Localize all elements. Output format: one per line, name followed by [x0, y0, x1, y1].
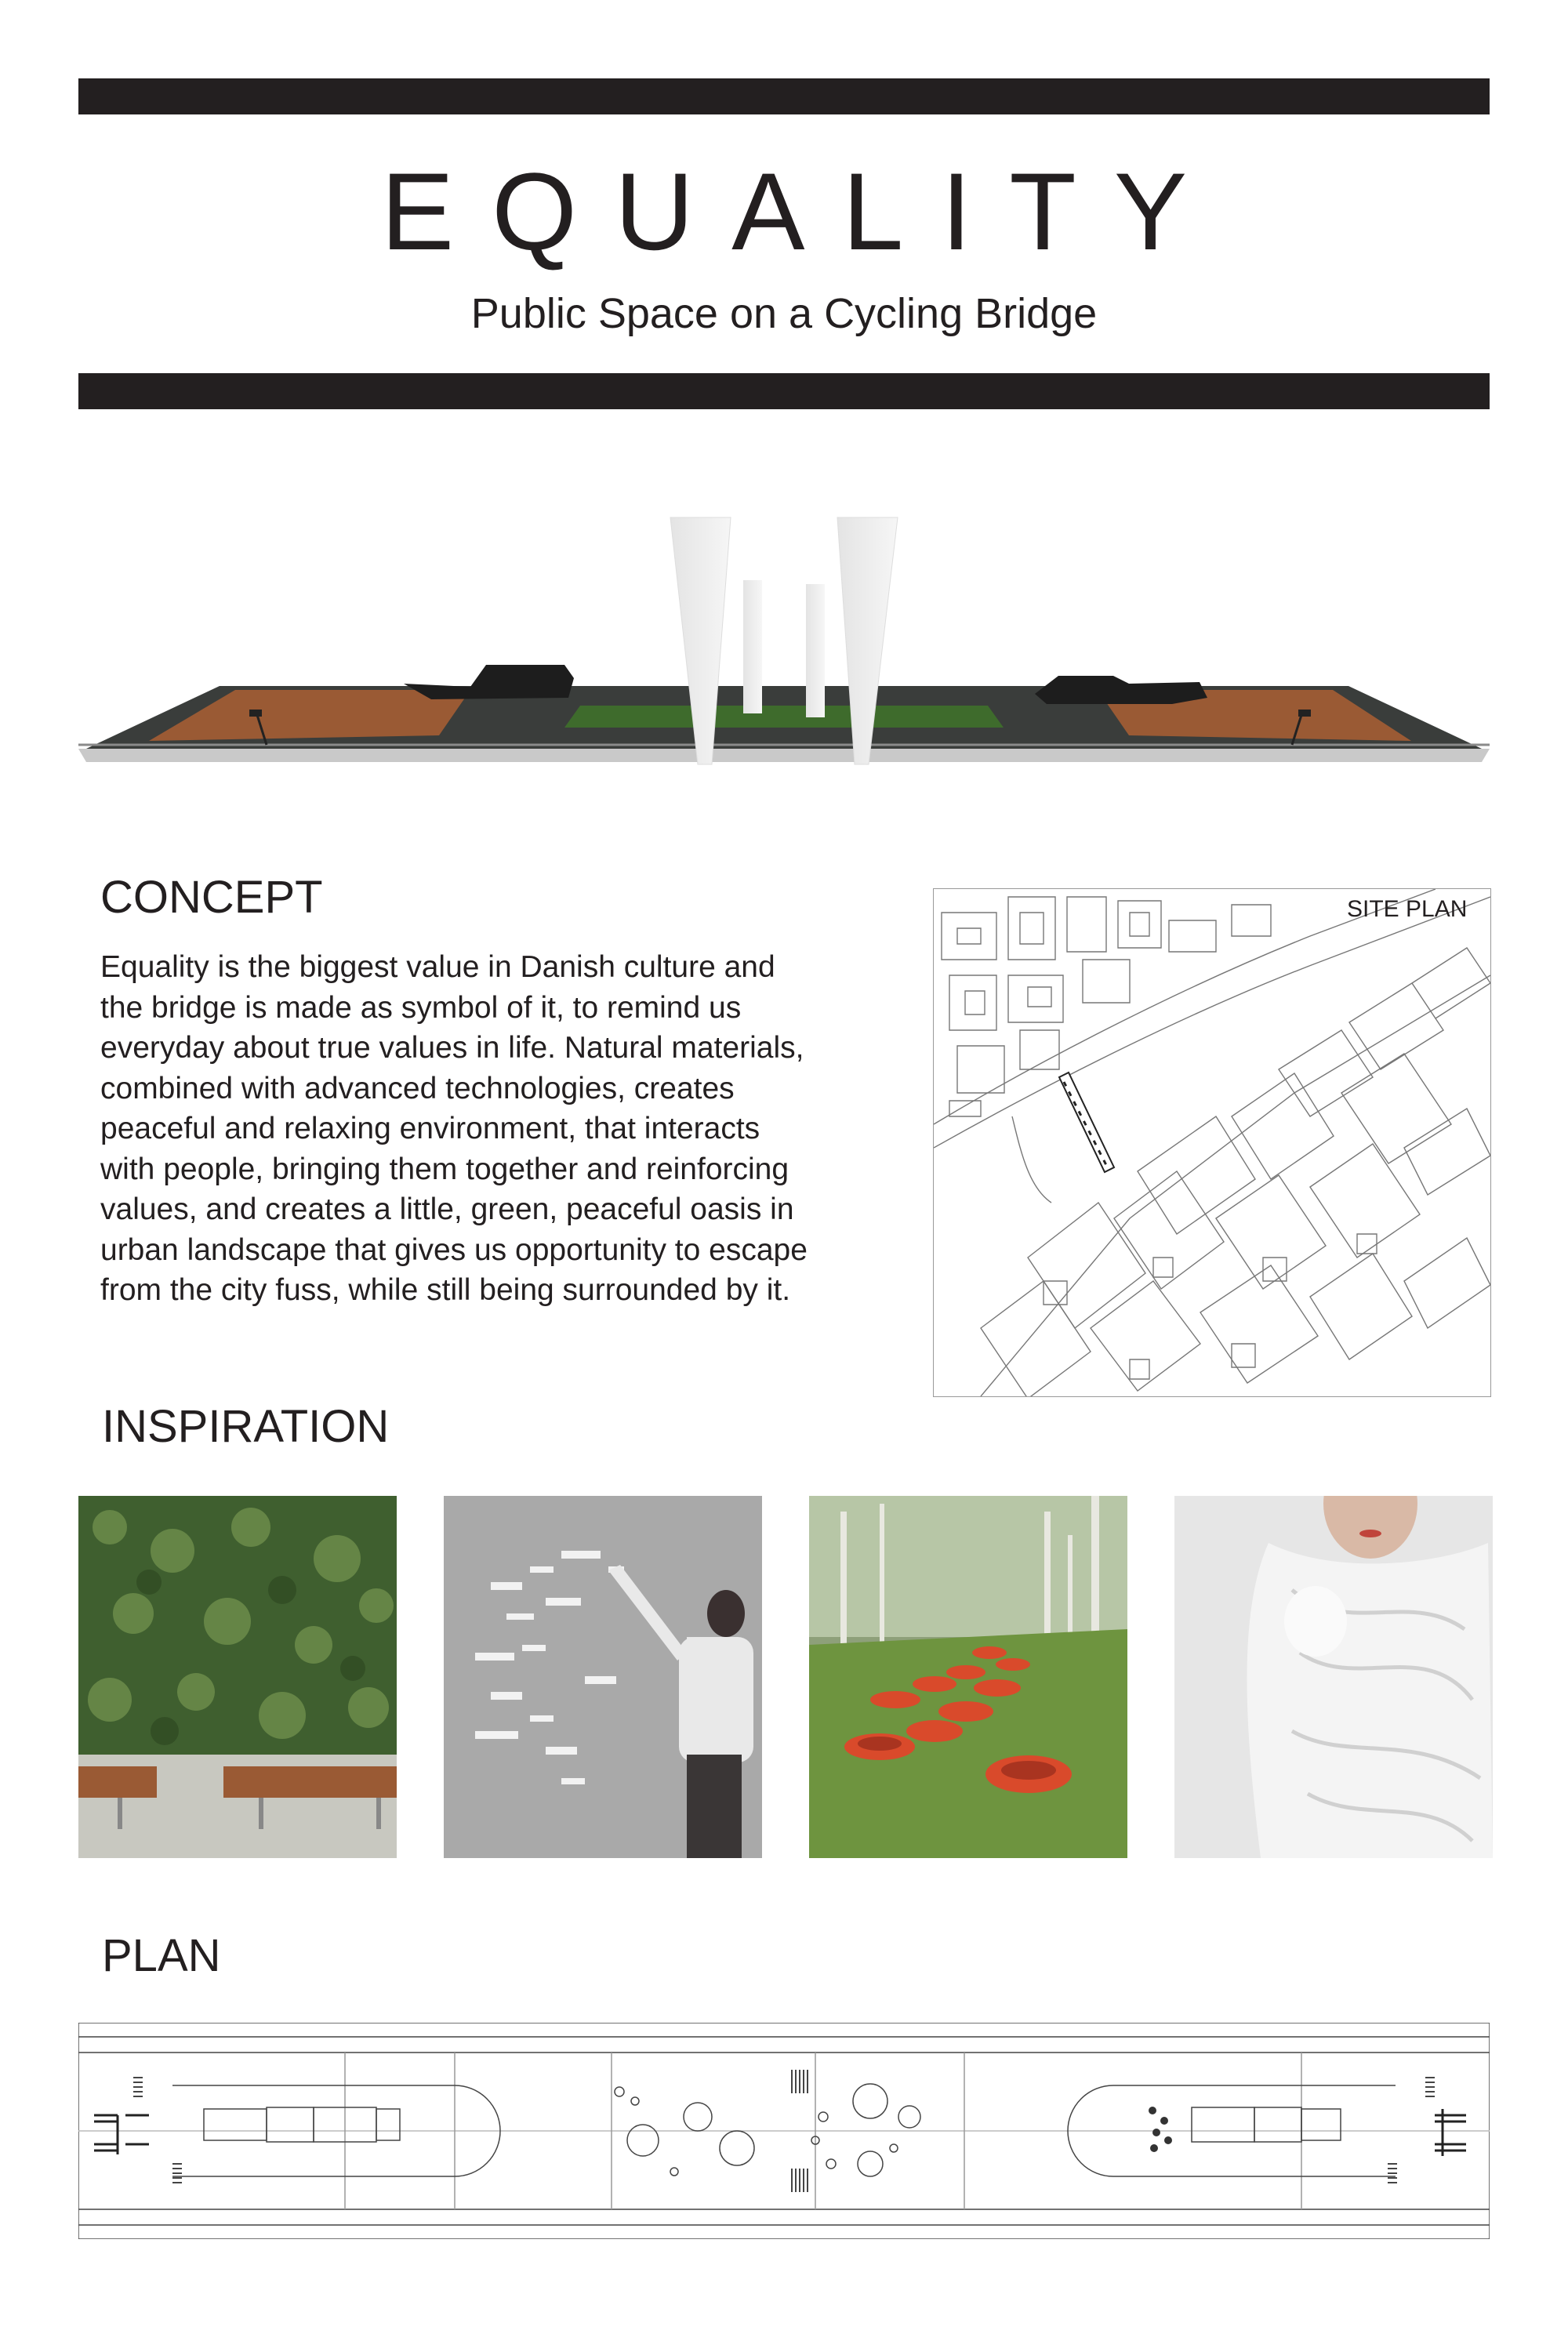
concept-line: with people, bringing them together and reinforcing — [100, 1152, 789, 1186]
site-plan-drawing — [934, 889, 1490, 1396]
white-sculptural-garment-photo — [1174, 1496, 1493, 1858]
header-bottom-rule — [78, 373, 1490, 409]
top-rule — [78, 78, 1490, 114]
site-plan-map — [933, 888, 1491, 1397]
bridge-plan-drawing — [78, 2023, 1490, 2239]
concept-body — [100, 947, 884, 1311]
green-wall-bench-photo — [78, 1496, 397, 1858]
concept-line: the bridge is made as symbol of it, to remind us — [100, 990, 742, 1025]
concept-line: from the city fuss, while still being surrounded by it. — [100, 1273, 791, 1307]
bridge-render — [78, 510, 1490, 784]
concept-line: Equality is the biggest value in Danish culture and — [100, 950, 775, 984]
concept-line: urban landscape that gives us opportunity to escape — [100, 1232, 808, 1267]
plan-heading: PLAN — [102, 1930, 221, 1981]
inspiration-heading: INSPIRATION — [102, 1401, 390, 1452]
light-projection-wall-photo — [444, 1496, 762, 1858]
concept-line: peaceful and relaxing environment, that interacts — [100, 1112, 760, 1145]
page-subtitle: Public Space on a Cycling Bridge — [470, 290, 1098, 337]
concept-heading: CONCEPT — [100, 872, 323, 923]
page-title: EQUALITY — [380, 150, 1225, 273]
concept-line: values, and creates a little, green, peaceful oasis in — [100, 1192, 794, 1226]
site-plan-label: SITE PLAN — [1347, 896, 1468, 922]
concept-line: everyday about true values in life. Natural materials, — [100, 1031, 804, 1065]
red-seats-park-photo — [809, 1496, 1127, 1858]
concept-line: combined with advanced technologies, creates — [100, 1071, 735, 1105]
